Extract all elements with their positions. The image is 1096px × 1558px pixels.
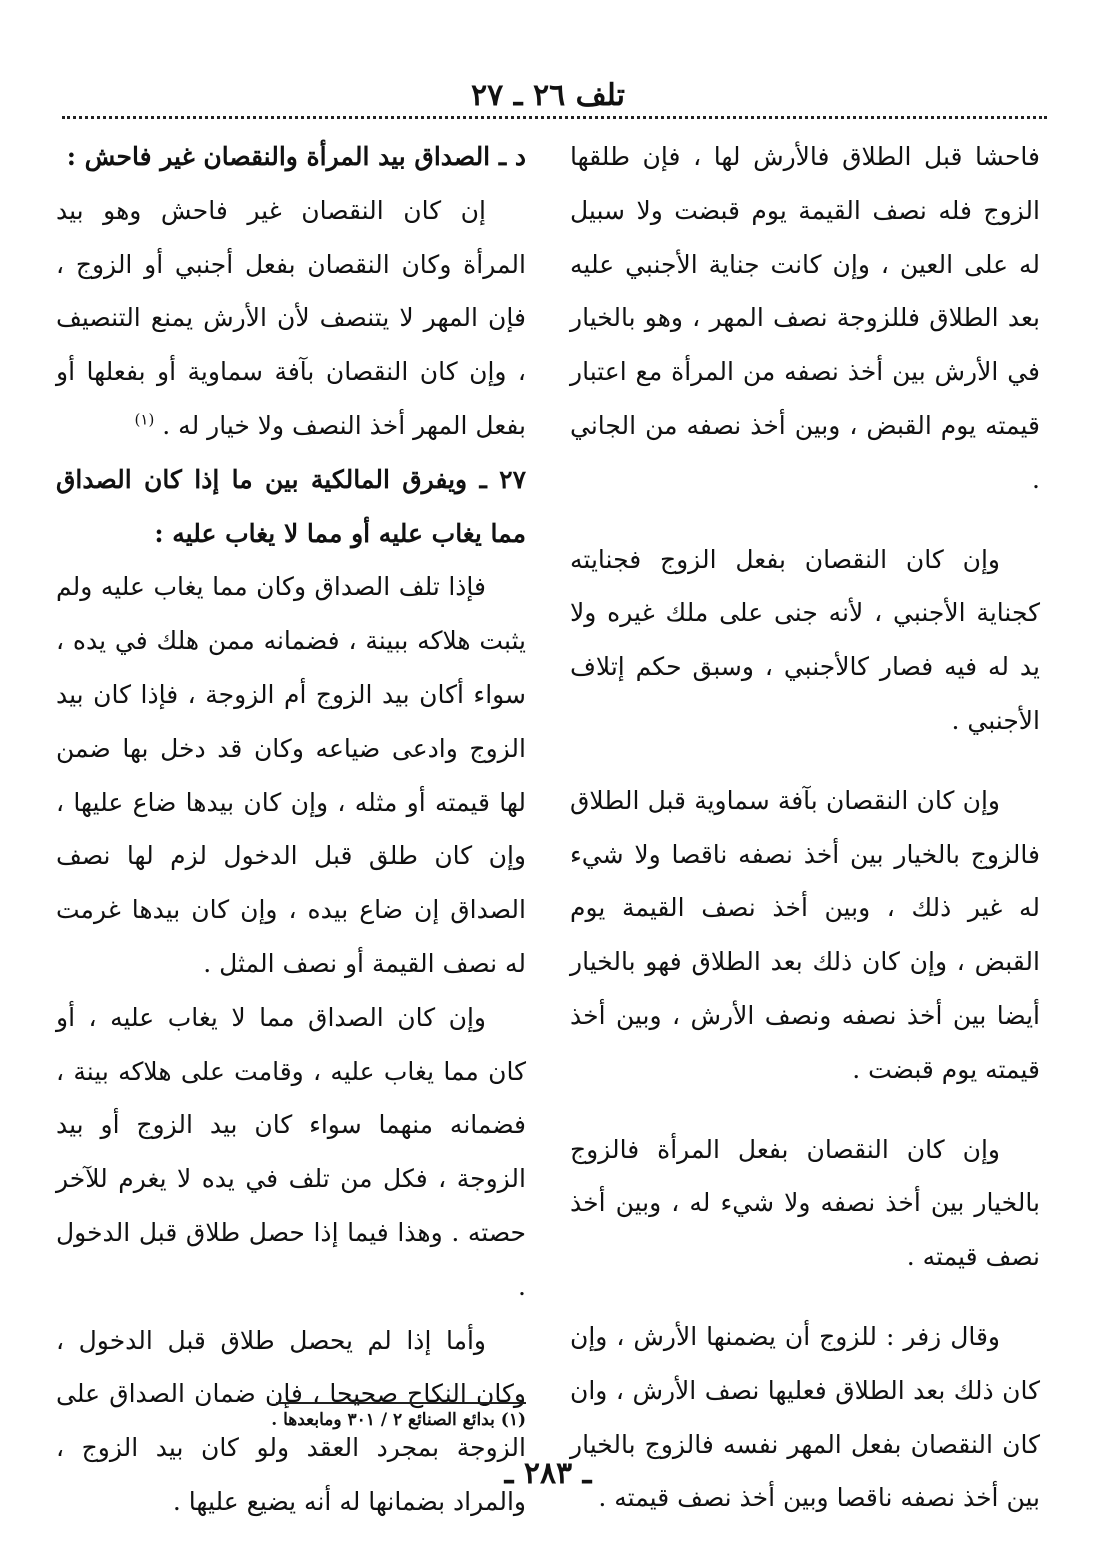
paragraph-gap [570, 507, 1040, 533]
right-column [570, 130, 1040, 1525]
page-number: ـ ٢٨٣ ـ [504, 1456, 592, 1491]
header-dotted-rule [62, 116, 1047, 119]
paragraph: وقال زفر : للزوج أن يضمنها الأرش ، وإن كان ذلك بعد الطلاق فعليها نصف الأرش ، وان كان النقصان بفعل المهر نفسه فالزوج بالخيار بين أخذ نصفه ناقصا وبين أخذ نصف قيمته . [570, 1321, 1040, 1513]
paragraph: وإن كان النقصان بآفة سماوية قبل الطلاق فالزوج بالخيار بين أخذ نصفه ناقصا ولا شيء له غير ذلك ، وبين أخذ نصف القيمة يوم القبض ، وإن كان ذلك بعد الطلاق فهو بالخيار أيضا بين أخذ نصفه ونصف الأرش ، وبين أخذ قيمته يوم قبضت . [570, 785, 1040, 1084]
numbered-paragraph: ٢٧ ـ ويفرق المالكية بين ما إذا كان الصداق مما يغاب عليه أو مما لا يغاب عليه : [56, 464, 526, 548]
footnote-ref: (١) [134, 410, 155, 429]
paragraph: وأما إذا لم يحصل طلاق قبل الدخول ، وكان النكاح صحيحا ، فإن ضمان الصداق على الزوجة بمجرد العقد ولو كان بيد الزوج ، والمراد بضمانها له أنه يضيع عليها . [56, 1325, 526, 1516]
paragraph: وإن كان النقصان بفعل الزوج فجنايته كجناية الأجنبي ، لأنه جنى على ملك غيره ولا يد له فيه فصار كالأجنبي ، وسبق حكم إتلاف الأجنبي . [570, 544, 1040, 735]
paragraph: فإذا تلف الصداق وكان مما يغاب عليه ولم يثبت هلاكه ببينة ، فضمانه ممن هلك في يده ، سواء أكان بيد الزوج أم الزوجة ، فإذا كان بيد الزوج وادعى ضياعه وكان قد دخل بها ضمن لها قيمته أو مثله ، وإن كان بيدها ضاع عليها ، وإن كان طلق قبل الدخول لزم لها نصف الصداق إن ضاع بيده ، وإن كان بيدها غرمت له نصف القيمة أو نصف المثل . [56, 572, 526, 978]
paragraph-text: إن كان النقصان غير فاحش وهو بيد المرأة وكان النقصان بفعل أجنبي أو الزوج ، فإن المهر لا يتنصف لأن الأرش يمنع التنصيف ، وإن كان النقصان بآفة سماوية أو بفعلها أو بفعل المهر أخذ النصف ولا خيار له . [56, 195, 526, 440]
running-header: تلف ٢٦ ـ ٢٧ [471, 78, 625, 113]
paragraph-gap [570, 1284, 1040, 1310]
paragraph: فاحشا قبل الطلاق فالأرش لها ، فإن طلقها الزوج فله نصف القيمة يوم قبضت ولا سبيل له على العين ، وإن كانت جناية الأجنبي عليه بعد الطلاق فللزوجة نصف المهر ، وهو بالخيار في الأرش بين أخذ نصفه من المرأة مع اعتبار قيمته يوم القبض ، وبين أخذ نصفه من الجاني . [570, 142, 1040, 494]
paragraph-gap [570, 1097, 1040, 1123]
paragraph: وإن كان الصداق مما لا يغاب عليه ، أو كان مما يغاب عليه ، وقامت على هلاكه بينة ، فضمانه منهما سواء كان بيد الزوج أو بيد الزوجة ، فكل من تلف في يده لا يغرم للآخر حصته . وهذا فيما إذا حصل طلاق قبل الدخول . [56, 1002, 526, 1301]
paragraph: وإن كان النقصان بفعل المرأة فالزوج بالخيار بين أخذ نصفه ولا شيء له ، وبين أخذ نصف قيمته . [570, 1134, 1040, 1272]
left-column [56, 130, 526, 1529]
paragraph-gap [570, 748, 1040, 774]
section-heading: د ـ الصداق بيد المرأة والنقصان غير فاحش : [66, 142, 526, 171]
paragraph [56, 184, 526, 453]
footnote-rule [276, 1402, 526, 1404]
footnote: (١) بدائع الصنائع ٢ / ٣٠١ ومابعدها . [271, 1410, 526, 1430]
